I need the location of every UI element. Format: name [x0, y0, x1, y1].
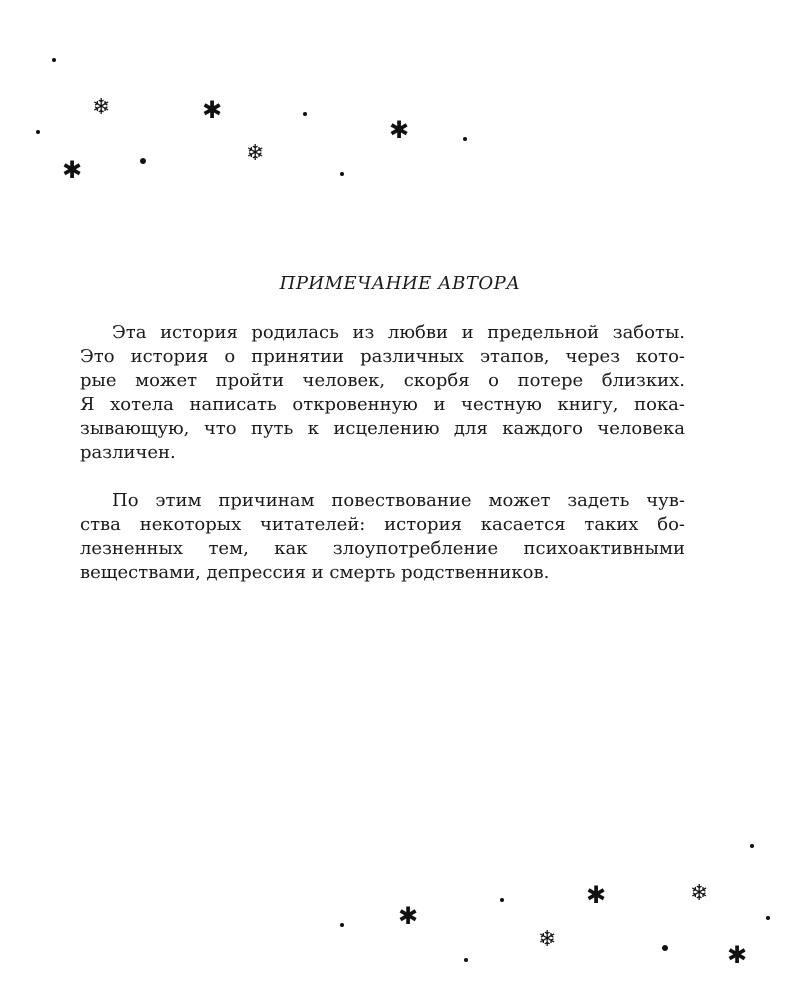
text-line: Я хотела написать откровенную и честную книгу, пока- — [80, 394, 685, 415]
star-icon: ✱ — [398, 902, 419, 930]
dot-icon — [662, 945, 668, 951]
text-line: различен. — [80, 442, 176, 463]
snowflake-icon: ❄ — [246, 141, 265, 166]
dot-icon — [52, 58, 56, 62]
paragraph-1 — [80, 321, 685, 465]
page-title: ПРИМЕЧАНИЕ АВТОРА — [279, 273, 521, 294]
dot-icon — [340, 923, 344, 927]
star-icon: ✱ — [202, 96, 223, 124]
text-line: Эта история родилась из любви и предельной заботы. — [112, 322, 685, 343]
text-line: По этим причинам повествование может задеть чув- — [112, 490, 685, 511]
snowflake-icon: ❄ — [690, 881, 709, 906]
dot-icon — [750, 844, 754, 848]
star-icon: ✱ — [586, 881, 607, 909]
text-line: Это история о принятии различных этапов, через кото- — [80, 346, 685, 367]
star-icon: ✱ — [62, 156, 83, 184]
snowflake-icon: ❄ — [92, 95, 111, 120]
dot-icon — [766, 916, 770, 920]
dot-icon — [303, 112, 307, 116]
star-icon: ✱ — [727, 941, 748, 969]
text-line: веществами, депрессия и смерть родственников. — [80, 562, 550, 583]
snowflake-icon: ❄ — [538, 927, 557, 952]
text-line: лезненных тем, как злоупотребление психоактивными — [80, 538, 685, 559]
star-icon: ✱ — [389, 116, 410, 144]
dot-icon — [140, 158, 146, 164]
text-line: ства некоторых читателей: история касается таких бо- — [80, 514, 685, 535]
dot-icon — [463, 137, 467, 141]
dot-icon — [500, 898, 504, 902]
text-line: зывающую, что путь к исцелению для каждого человека — [80, 418, 685, 439]
dot-icon — [340, 172, 344, 176]
dot-icon — [36, 130, 40, 134]
paragraph-2 — [80, 489, 685, 585]
dot-icon — [464, 958, 468, 962]
text-line: рые может пройти человек, скорбя о потере близких. — [80, 370, 685, 391]
